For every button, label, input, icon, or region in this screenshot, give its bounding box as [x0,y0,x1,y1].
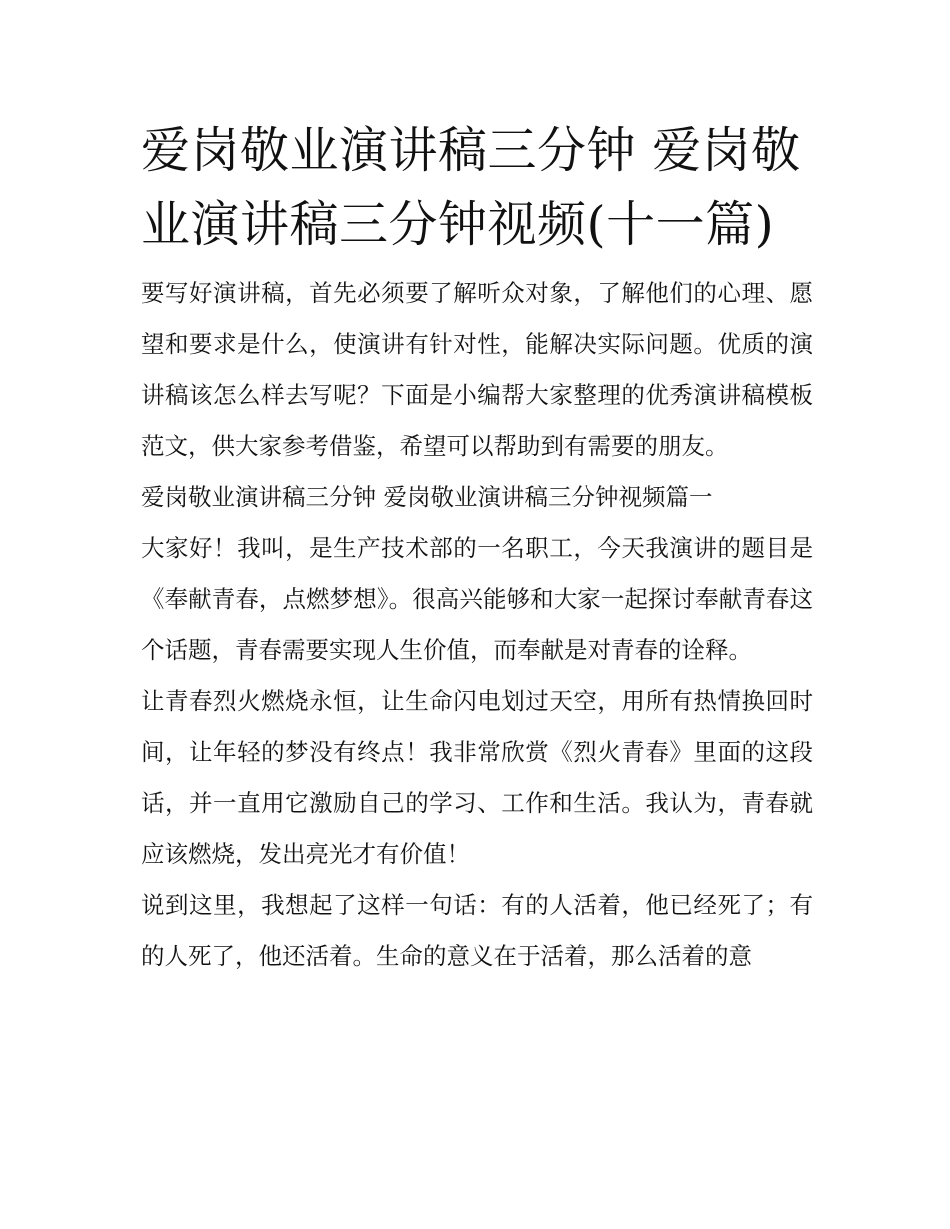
body-paragraph: 说到这里，我想起了这样一句话：有的人活着，他已经死了；有的人死了，他还活着。生命的意义在于活着，那么活着的意 [141,891,813,970]
intro-paragraph: 要写好演讲稿，首先必须要了解听众对象，了解他们的心理、愿望和要求是什么，使演讲有针对性，能解决实际问题。优质的演讲稿该怎么样去写呢？下面是小编帮大家整理的优秀演讲稿模板范文，供大家参考借鉴，希望可以帮助到有需要的朋友。 [141,279,813,460]
document-title: 爱岗敬业演讲稿三分钟 爱岗敬业演讲稿三分钟视频(十一篇) [141,122,801,253]
body-paragraph: 大家好！我叫，是生产技术部的一名职工，今天我演讲的题目是《奉献青春，点燃梦想》。很高兴能够和大家一起探讨奉献青春这个话题，青春需要实现人生价值，而奉献是对青春的诠释。 [141,534,813,664]
body-paragraph: 让青春烈火燃烧永恒，让生命闪电划过天空，用所有热情换回时间，让年轻的梦没有终点！我非常欣赏《烈火青春》里面的这段话，并一直用它激励自己的学习、工作和生活。我认为，青春就应该燃烧，发出亮光才有价值！ [141,687,813,868]
document-page [141,0,813,982]
section-heading: 爱岗敬业演讲稿三分钟 爱岗敬业演讲稿三分钟视频篇一 [141,483,713,511]
document-body [141,268,813,982]
